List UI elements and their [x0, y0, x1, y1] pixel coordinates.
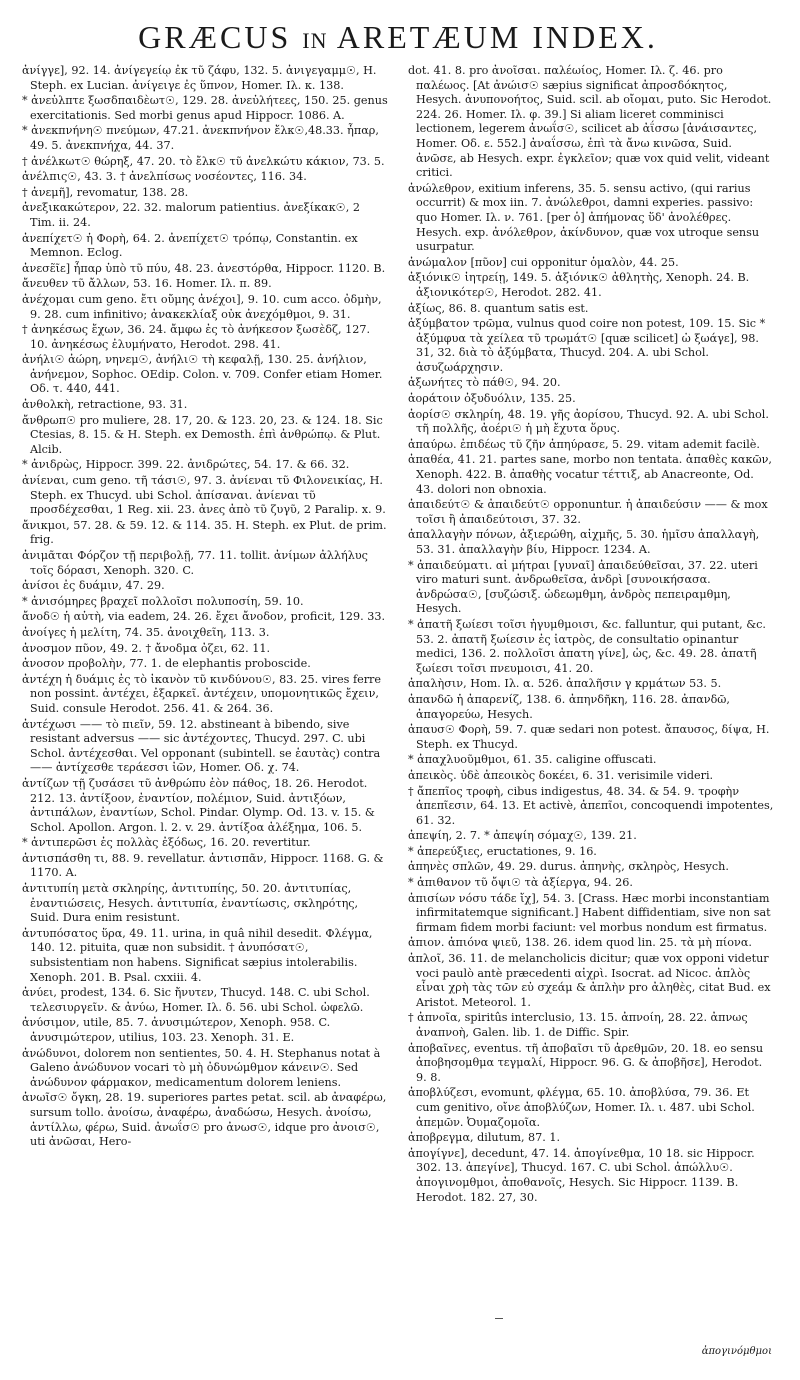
index-entry: ἀντισπάσθη τι, 88. 9. revellatur. ἀντισπᾶν, Hippocr. 1168. G. & 1170. A.: [22, 851, 384, 880]
index-entry: ἀνοσμον πῦον, 49. 2. † ἄνοδμα ὀζει, 62. 11.: [22, 641, 271, 655]
index-entry: † ἀνέλκωτ☉ θώρηξ, 47. 20. τὸ ἔλκ☉ τῦ ἀνελκώτυ κάκιον, 73. 5.: [22, 154, 385, 168]
index-entry: ἀντυπόσατος ὕρα, 49. 11. urina, in quâ nihil desedit. Φλέγμα, 140. 12. pituita, quæ non subsidit. † ἀνυπόσατ☉, subsistentiam non habens. Significat sæpius intolerabilis. Xenoph. 201. B. Psal. cxxiii. 4.: [22, 926, 373, 984]
index-entry: † ἀνεμῆ], revomatur, 138. 28.: [22, 185, 189, 199]
index-entry: dot. 41. 8. pro ἀνοῖσαι. παλέωίος, Homer. Iλ. ζ. 46. pro παλέωος. [At ἀνώισ☉ sæpius significat ἀπροσδόκητος, Hesych. ἀνυπονοήτος, Suid. scil. ab οἴομαι, puto. Sic Herodot. 224. 26. Homer. Iλ. φ. 39.] Si aliam liceret comminisci lectionem, legerem ἀνωΐσ☉, scilicet ab ἀΐσσω [ἀνάισαντες, Homer. Oδ. ε. 552.] ἀναΐσσω, ἐπὶ τὰ ἄνω κινῶσα, Suid. ἀνῶσε, ab Hesych. expr. ἐγκλεῖον; quæ vox quid velit, videant critici.: [408, 64, 772, 180]
header-word-1: GRÆCUS: [138, 19, 292, 55]
index-entry: * ἀνισόμηρες βραχεῖ πολλοῖσι πολυποσίη, 59. 10.: [22, 594, 304, 608]
footer-mark: [495, 1318, 503, 1319]
index-entry: ἀξίως, 86. 8. quantum satis est.: [408, 301, 589, 315]
index-entry: ἀποβαῖνες, eventus. τῆ ἀποβαῖσι τῦ ἀρεθμῶν, 20. 18. eo sensu ἀποβησομθμα τεγμαλί, Hippocr. 96. G. & ἀποβῆσε], Herodot. 9. 8.: [408, 1041, 764, 1084]
index-entry: ἀποβρεγμα, dilutum, 87. 1.: [408, 1131, 561, 1145]
index-entry: ἀνιμᾶται Φόρζον τῇ περιβολῇ, 77. 11. tollit. ἀνίμων ἀλλήλυς τοῖς δόρασι, Xenoph. 320. C.: [22, 549, 368, 577]
index-entry: ἀνίγγε], 92. 14. ἀνίγεγείῳ ἐκ τῦ ζάφυ, 132. 5. ἀνιγεγαμμ☉, H. Steph. ex Lucian. ἀνίγειγε ἐς ὕπνον, Homer. Iλ. κ. 138.: [22, 64, 377, 92]
index-entry: ἀξιόνικ☉ ἰητρείῃ, 149. 5. ἀξιόνικ☉ ἀθλητὴς, Xenoph. 24. B. ἀξιονικότερ☉, Herodot. 282. 41.: [408, 271, 750, 299]
index-entry: ἀνέχομαι cum geno. ἔτι οὔμης ἀνέχοι], 9. 10. cum acco. ὀδμὴν, 9. 28. cum infinitivo; ἀνακεκλίαξ οὐκ ἀνεχόμθμοι, 9. 31.: [22, 292, 382, 321]
index-entry: ἀνήλι☉ ἀώρη, νηνεμ☉, ἀνήλι☉ τὴ κεφαλῇ, 130. 25. ἀνήλιον, ἀνήνεμον, Sophoc. OEdip. Colon. v. 709. Confer etiam Homer. Oδ. τ. 440, 441.: [22, 353, 383, 396]
index-entry: ἀνώμαλον [πῦον] cui opponitur ὁμαλὸν, 44. 25.: [408, 255, 679, 269]
left-column: [22, 64, 388, 1324]
index-entry: ἀορίσ☉ σκληρίη, 48. 19. γῆς ἀορίσου, Thucyd. 92. A. ubi Schol. τῆ πολλῆς, ἀοέρι☉ ἡ μὴ ἔχυτα ὅρυς.: [408, 407, 769, 436]
index-entry: † ἀνηκέσως ἔχων, 36. 24. ἄμφω ἐς τὸ ἀνήκεσον ξωσὲδζ, 127. 10. ἀνηκέσως ἐλυμήνατο, Herodot. 298. 41.: [22, 323, 371, 351]
index-entry: ἀνεπίχετ☉ ἡ Φορὴ, 64. 2. ἀνεπίχετ☉ τρόπῳ, Constantin. ex Memnon. Eclog.: [22, 231, 358, 260]
index-entry: * ἀπαιδεύματι. αἱ μήτραι [γυναῖ] ἀπαιδεύθεῖσαι, 37. 22. uteri viro maturi sunt. ἀνδρωθεῖσα, ἀνδρὶ [συνοικήσασα. ἀνδρώσα☉, [συζώσιξ. ὡδεωμθμη, ἀνδρὸς πεπειραμθμη, Hesych.: [408, 558, 758, 616]
index-entry: ἀπανδῶ ἡ ἀπαρενίζ, 138. 6. ἀπηνδῆκη, 116. 28. ἀπανδῶ, ἀπαγορεύω, Hesych.: [408, 692, 730, 721]
index-entry: † ἄπεπῖος τροφὴ, cibus indigestus, 48. 34. & 54. 9. τροφὴν ἀπεπῖεσιν, 64. 13. Et activè, ἀπεπῖοι, concoquendi impotentes, 61. 32.: [408, 784, 774, 827]
index-entry: ἀντέχωσι —— τὸ πιεῖν, 59. 12. abstineant à bibendo, sive resistant adversus —— sic ἀντέχοντες, Thucyd. 297. C. ubi Schol. ἀντέχεσθαι. Vel opponant (subintell. se ἑαυτὰς) contra —— ἀντίχεσθε τεράεσσι ἰῶν, Homer. Oδ. χ. 74.: [22, 717, 381, 775]
index-entry: ἀνώλεθρον, exitium inferens, 35. 5. sensu activo, (qui rarius occurrit) & mox iin. 7. ἀνώλεθροι, damni experies. passivo: quo Homer. Iλ. ν. 761. [per ὁ] ἀπήμονας ὕδ' ἀνολέθρες. Hesych. exp. ἀνόλεθρον, ἀκίνδυνον, quæ vox utroque sensu usurpatur.: [408, 181, 760, 254]
index-entry: ἀξωνήτες τὸ πάθ☉, 94. 20.: [408, 376, 561, 390]
index-entry: * ἀπερεύξιες, eructationes, 9. 16.: [408, 844, 597, 858]
index-entry: ἀνοσον προβολὴν, 77. 1. de elephantis proboscide.: [22, 657, 311, 671]
header-word-2: IN: [302, 28, 328, 53]
index-entry: * ἀνεκπνήνη☉ πνεύμων, 47.21. ἀνεκπνήνον ἔλκ☉,48.33. ἦπαρ, 49. 5. ἀνεκπνήχα, 44. 37.: [22, 124, 379, 152]
index-entry: ἀπαυσ☉ Φορὴ, 59. 7. quæ sedari non potest. ἄπαυσος, δίψα, H. Steph. ex Thucyd.: [408, 723, 770, 751]
index-entry: ἀντίζων τῇ ζυσάσει τῦ ἀνθρώπυ ἐὸν πάθος, 18. 26. Herodot. 212. 13. ἀντίξοον, ἐναντίον, πολέμιον, Suid. ἀντιξόων, ἀντιπάλων, ἐναντίων, Schol. Pindar. Olymp. Od. 13. v. 15. & Schol. Apollon. Argon. l. 2. v. 29. ἀντίξοα ἀλέξημα, 106. 5.: [22, 776, 375, 834]
index-entry: ἀντέχη ἡ δυάμις ἐς τὸ ἱκανὸν τῦ κινδύνου☉, 83. 25. vires ferre non possint. ἀντέχει, ἐξαρκεῖ. ἀντέχειν, υπομονητικῶς ἔχειν, Suid. consule Herodot. 256. 41. & 264. 36.: [22, 672, 382, 715]
index-entry: * ἀπαχλυοῦμθμοι, 61. 35. caligine offuscati.: [408, 753, 657, 767]
index-entry: ἀνεξικακώτερον, 22. 32. malorum patientius. ἀνεξίκακ☉, 2 Tim. ii. 24.: [22, 201, 360, 229]
index-entry: ἀπογίγνε], decedunt, 47. 14. ἀπογίνεθμα, 10 18. sic Hippocr. 302. 13. ἀπεγίνε], Thucyd. 167. C. ubi Schol. ἀπώλλυ☉. ἀπογινομθμοι, ἀποθανοῖς, Hesych. Sic Hippocr. 1139. B. Herodot. 182. 27, 30.: [408, 1146, 755, 1204]
index-entry: * ἀπατῆ ξωίεσι τοῖσι ἠγυμθμοισι, &c. falluntur, qui putant, &c. 53. 2. ἀπατῆ ξωίεσιν ἐς ἰατρὸς, de consultatio opinantur medici, 136. 2. πολλοῖσι ἀπατη γίνε], ὡς, &c. 49. 28. ἀπατῆ ξωίεσι τοῖσι πνευμοισι, 41. 20.: [408, 617, 766, 675]
index-entry: ἄνθρωπ☉ pro muliere, 28. 17, 20. & 123. 20, 23. & 124. 18. Sic Ctesias, 8. 15. & H. Steph. ex Demosth. ἐπὶ ἀνθρώπῳ. & Plut. Alcib.: [22, 413, 383, 456]
index-entry: ἀνεσε̃ῖε] ἧπαρ ὑπὸ τῦ πύυ, 48. 23. ἀνεστόρθα, Hippocr. 1120. B.: [22, 261, 386, 275]
index-entry: ἀπηνὲς σπλῶν, 49. 29. durus. ἀπηνὴς, σκληρὸς, Hesych.: [408, 860, 729, 874]
index-entry: ἀπαιδεύτ☉ & ἀπαιδεύτ☉ opponuntur. ἡ ἀπαιδεύσιν —— & mox τοῖσι ἢ ἀπαιδεύτοισι, 37. 32.: [408, 498, 768, 526]
text-columns: [22, 64, 774, 1324]
index-entry: ἄνευθεν τῦ ἄλλων, 53. 16. Homer. Iλ. π. 89.: [22, 277, 272, 291]
index-entry: ἄνικμοι, 57. 28. & 59. 12. & 114. 35. H. Steph. ex Plut. de prim. frig.: [22, 518, 387, 547]
page-header: [22, 18, 774, 58]
index-entry: ἀνύσιμον, utile, 85. 7. ἀνυσιμώτερον, Xenoph. 958. C. ἀνυσιμώτερον, utilius, 103. 23. Xenoph. 31. E.: [22, 1016, 331, 1044]
index-entry: ἀοράτοιν ὀξυδυόλιν, 135. 25.: [408, 392, 576, 406]
index-entry: ἀπαύρω. ἐπιδέως τῦ ζῆν ἀπηύρασε, 5. 29. vitam ademit facilè.: [408, 437, 760, 451]
right-column: [408, 64, 774, 1324]
index-entry: ἀπεικὸς. ὐδὲ ἀπεοικὸς δοκέει, 6. 31. verisimile videri.: [408, 768, 714, 782]
index-entry: ἀντιτυπίη μετὰ σκληρίης, ἀντιτυπίης, 50. 20. ἀντιτυπίας, ἐναντιώσεις, Hesych. ἀντιτυπία, ἐναντίωσις, σκληρότης, Suid. Dura enim resistunt.: [22, 882, 359, 925]
index-entry: ἀπαλὴσιν, Hom. Iλ. α. 526. ἀπαλῆσιν γ κρμάτων 53. 5.: [408, 677, 722, 691]
header-word-3: ARETÆUM INDEX.: [336, 19, 658, 55]
index-entry: † ἀπνοῖα, spiritûs interclusio, 13. 15. ἀπνοίη, 28. 22. ἀπνως ἀναπνοὴ, Galen. lib. 1. de Diffic. Spir.: [408, 1011, 748, 1039]
index-entry: ἄνοδ☉ ἡ αὐτὴ, via eadem, 24. 26. ἔχει ἄνοδον, proficit, 129. 33.: [22, 610, 386, 624]
index-entry: ἀνέλπις☉, 43. 3. † ἀνελπίσως νοσέοντες, 116. 34.: [22, 170, 307, 184]
index-entry: ἀνθολκὴ, retractione, 93. 31.: [22, 398, 188, 412]
catchword: ἀπογινόμθμοι: [701, 1346, 772, 1357]
index-entry: * ἀπιθανον τῦ ὄψι☉ τὰ ἀξίεργα, 94. 26.: [408, 876, 633, 890]
index-entry: ἀπισίων νόσυ τάδε ἴχ], 54. 3. [Crass. Hæc morbi inconstantiam infirmitatemque significant.] Habent diffidentiam, sive non sat firmam fidem morbi faciunt: vel morbus nondum est firmatus.: [408, 891, 771, 934]
index-entry: ἀνωῖσ☉ ὄγκη, 28. 19. superiores partes petat. scil. ab ἀναφέρω, sursum tollo. ἀνοίσω, ἀναφέρω, ἀναδώσω, Hesych. ἀνοίσω, ἀντίλλω, φέρω, Suid. ἀνωΐσ☉ pro ἀνωσ☉, idque pro ἀνοισ☉, uti ἀνῶσαι, Hero-: [22, 1091, 387, 1149]
index-entry: ἀπαθέα, 41. 21. partes sane, morbo non tentata. ἀπαθὲς κακῶν, Xenoph. 422. B. ἀπαθὴς vocatur τέττιξ, ab Anacreonte, Od. 43. dolori non obnoxia.: [408, 453, 772, 496]
index-entry: ἀνοίγες ἡ μελίτη, 74. 35. ἀνοιχθεῖη, 113. 3.: [22, 625, 270, 639]
index-entry: ἀποβλύζεσι, evomunt, φλέγμα, 65. 10. ἀποβλύσα, 79. 36. Et cum genitivo, οἴνε ἀποβλύζων, Homer. Iλ. ι. 487. ubi Schol. ἀπεμῶν. Ὀυμαζομοῖα.: [408, 1086, 755, 1129]
index-entry: * ἀντιπερῶσι ἐς πολλὰς ἐξόδως, 16. 20. revertitur.: [22, 836, 311, 850]
index-entry: ἀνίσοι ἐς δυάμιν, 47. 29.: [22, 579, 165, 593]
index-entry: ἀπεψίη, 2. 7. * ἀπεψίη σόμαχ☉, 139. 21.: [408, 829, 637, 843]
index-entry: * ἀνιδρὼς, Hippocr. 399. 22. ἀνιδρώτες, 54. 17. & 66. 32.: [22, 458, 350, 472]
index-entry: ἀπαλλαγὴν πόνων, ἀξιερώθη, αἰχμῆς, 5. 30. ἡμῖσυ ἀπαλλαγὴ, 53. 31. ἀπαλλαγὴν βίυ, Hippocr. 1234. A.: [408, 528, 760, 556]
index-entry: ἀνώδυνοι, dolorem non sentientes, 50. 4. H. Stephanus notat à Galeno ἀνώδυνον vocari τὸ μὴ ὀδυνώμθμον κάνειν☉. Sed ἀνώδυνον φάρμακον, medicamentum dolorem leniens.: [22, 1046, 381, 1089]
index-entry: ἀνίεναι, cum geno. τῆ τάσι☉, 97. 3. ἀνίεναι τῦ Φιλονεικίας, H. Steph. ex Thucyd. ubi Schol. ἀπίσαναι. ἀνίεναι τῦ προσδέχεσθαι, 1 Reg. xii. 23. ἀνες ἀπὸ τῦ ζυγῦ, 2 Paralip. x. 9.: [22, 474, 386, 517]
index-entry: * ἀνεὐλπτε ξωσδπαιδὲωτ☉, 129. 28. ἀνεὐλήτεες, 150. 25. genus exercitationis. Sed morbi genus apud Hippocr. 1086. A.: [22, 94, 388, 122]
index-entry: ἀξύμβατον τρῶμα, vulnus quod coire non potest, 109. 15. Sic * ἀξύμφυα τὰ χείλεα τῦ τρωμάτ☉ [quæ scilicet] ὡ ξωάγε], 98. 31, 32. διὰ τὸ ἀξύμβατα, Thucyd. 204. A. ubi Schol. ἀσυζωάρχησιν.: [408, 317, 766, 374]
index-entry: ἀνύει, prodest, 134. 6. Sic ἤνυτεν, Thucyd. 148. C. ubi Schol. τελεσιυργεῖν. & ἀνύω, Homer. Iλ. δ. 56. ubi Schol. ὠφελῶ.: [22, 986, 370, 1014]
index-entry: ἀπιον. ἀπιόνα ψιεῦ, 138. 26. idem quod lin. 25. τὰ μὴ πίονα.: [408, 936, 752, 950]
index-entry: ἀπλοῖ, 36. 11. de melancholicis dicitur; quæ vox opponi videtur voci paulò antè præcedenti αἰχρὶ. Isocrat. ad Nicoc. ἀπλὸς εἶναι χρὴ τὰς τῶν εὐ σχεάμ & ἀπλὴν pro ἀληθὲς, citat Bud. ex Aristot. Meteorol. 1.: [408, 952, 771, 1009]
